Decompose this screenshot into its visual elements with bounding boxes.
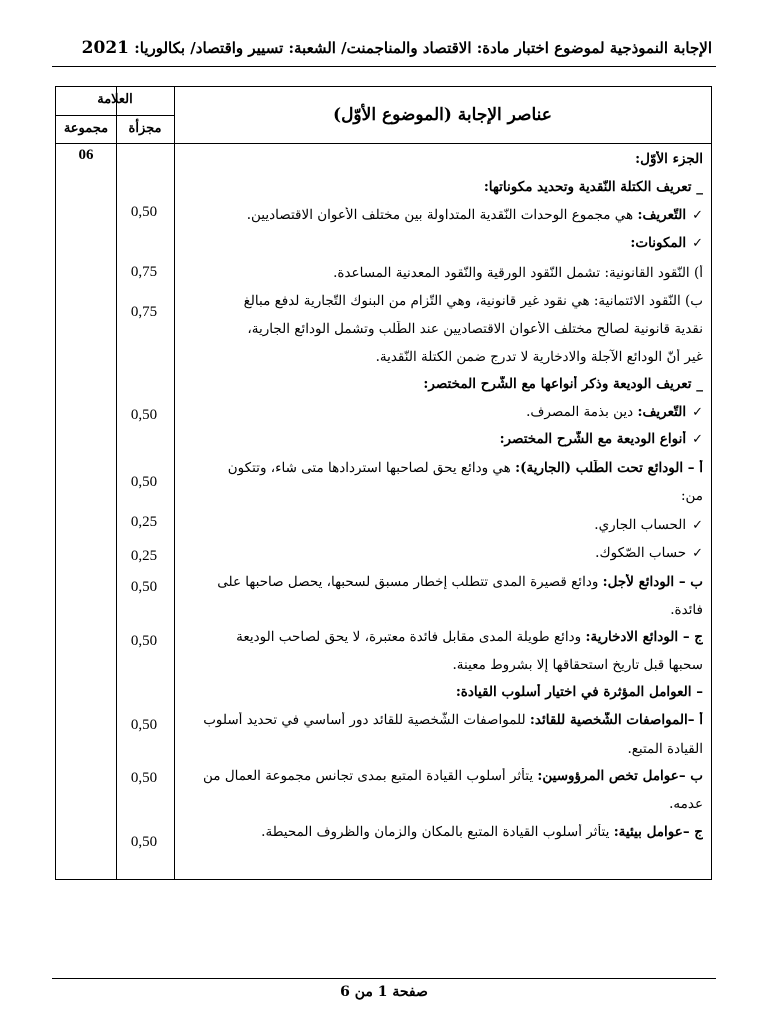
- footer-divider: [52, 978, 716, 979]
- answer-line: _ تعريف الوديعة وذكر أنواعها مع الشّرح المختصر:: [423, 376, 703, 392]
- answer-line: ✓حساب الصّكوك.: [595, 545, 703, 561]
- answer-line: ج –عوامل بيئية: يتأثر أسلوب القيادة المتبع بالمكان والزمان والظروف المحيطة.: [261, 824, 703, 840]
- answer-line: سحبها قبل تاريخ استحقاقها إلا بشروط معينة.: [452, 657, 703, 673]
- answer-line: من:: [680, 488, 703, 504]
- answer-line: ج – الودائع الادخارية: ودائع طويلة المدى مقابل فائدة معتبرة، لا يحق لصاحب الوديعة: [236, 629, 703, 645]
- total-header: مجموعة: [63, 121, 109, 136]
- partial-score: 0,50: [130, 770, 158, 786]
- partial-score: 0,50: [130, 474, 158, 490]
- answer-line: أ) النّقود القانونية: تشمل النّقود الورقية والنّقود المعدنية المساعدة.: [333, 265, 703, 281]
- answer-line: القيادة المتبع.: [627, 741, 703, 757]
- check-icon: ✓: [692, 208, 703, 223]
- answer-line: ب –عوامل تخص المرؤوسين: يتأثر أسلوب القيادة المتبع بمدى تجانس مجموعة العمال من: [203, 768, 703, 784]
- answer-line: ✓المكونات:: [630, 235, 703, 251]
- answer-line: نقدية قانونية لصالح مختلف الأعوان الاقتصاديين عند الطّلب وتشمل الودائع الجارية،: [247, 321, 703, 337]
- answer-line: فائدة.: [670, 602, 703, 618]
- partial-header: مجزأة: [128, 121, 162, 136]
- answer-line: ✓الحساب الجاري.: [594, 517, 703, 533]
- answer-line: ب) النّقود الائتمانية: هي نقود غير قانونية، وهي التّزام من البنوك التّجارية لدفع مبالغ: [243, 293, 703, 309]
- check-icon: ✓: [692, 405, 703, 420]
- grade-header-divider: [56, 115, 174, 116]
- partial-score: 0,75: [130, 264, 158, 280]
- partial-score: 0,50: [130, 834, 158, 850]
- answer-line: ✓التّعريف: دين بذمة المصرف.: [526, 404, 703, 420]
- grade-header: العلامة: [97, 92, 133, 107]
- answer-line: أ – الودائع تحت الطّلب (الجارية): هي ودائع يحق لصاحبها استردادها متى شاء، وتتكون: [227, 460, 703, 476]
- answer-line: ✓أنواع الوديعة مع الشّرح المختصر:: [499, 431, 703, 447]
- header-divider: [52, 66, 716, 67]
- check-icon: ✓: [692, 432, 703, 447]
- answer-line: أ –المواصفات الشّخصية للقائد: للمواصفات الشّخصية للقائد دور أساسي في تحديد أسلوب: [203, 712, 703, 728]
- check-icon: ✓: [692, 236, 703, 251]
- answer-line: عدمه.: [669, 796, 703, 812]
- column-divider-total: [116, 87, 117, 879]
- column-divider-partial: [174, 87, 175, 879]
- answer-line: – العوامل المؤثرة في اختيار أسلوب القيادة:: [455, 684, 703, 700]
- page-number: صفحة 1 من 6: [340, 984, 428, 1000]
- answer-table: [55, 86, 712, 880]
- table-title: عناصر الإجابة (الموضوع الأوّل): [333, 105, 552, 125]
- partial-score: 0,75: [130, 304, 158, 320]
- partial-score: 0,50: [130, 633, 158, 649]
- partial-score: 0,50: [130, 204, 158, 220]
- total-score: 06: [78, 147, 94, 163]
- answer-line: ب – الودائع لأجل: ودائع قصيرة المدى تتطلب إخطار مسبق لسحبها، يحصل صاحبها على: [217, 574, 703, 590]
- answer-line: ✓التّعريف: هي مجموع الوحدات النّقدية المتداولة بين مختلف الأعوان الاقتصاديين.: [246, 207, 703, 223]
- check-icon: ✓: [692, 518, 703, 533]
- partial-score: 0,25: [130, 514, 158, 530]
- header-year: 2021: [81, 38, 129, 58]
- check-icon: ✓: [692, 546, 703, 561]
- partial-score: 0,50: [130, 579, 158, 595]
- partial-score: 0,25: [130, 548, 158, 564]
- page-header: [56, 38, 712, 58]
- answer-line: الجزء الأوّل:: [635, 151, 703, 167]
- partial-score: 0,50: [130, 717, 158, 733]
- answer-line: غير أنّ الودائع الآجلة والادخارية لا تدرج ضمن الكتلة النّقدية.: [375, 349, 703, 365]
- header-title: الإجابة النموذجية لموضوع اختبار مادة: الاقتصاد والمناجمنت/ الشعبة: تسيير واقتصاد/ بكالوريا:: [128, 39, 712, 57]
- answer-line: _ تعريف الكتلة النّقدية وتحديد مكوناتها:: [483, 179, 703, 195]
- partial-score: 0,50: [130, 407, 158, 423]
- header-row-divider: [56, 143, 711, 144]
